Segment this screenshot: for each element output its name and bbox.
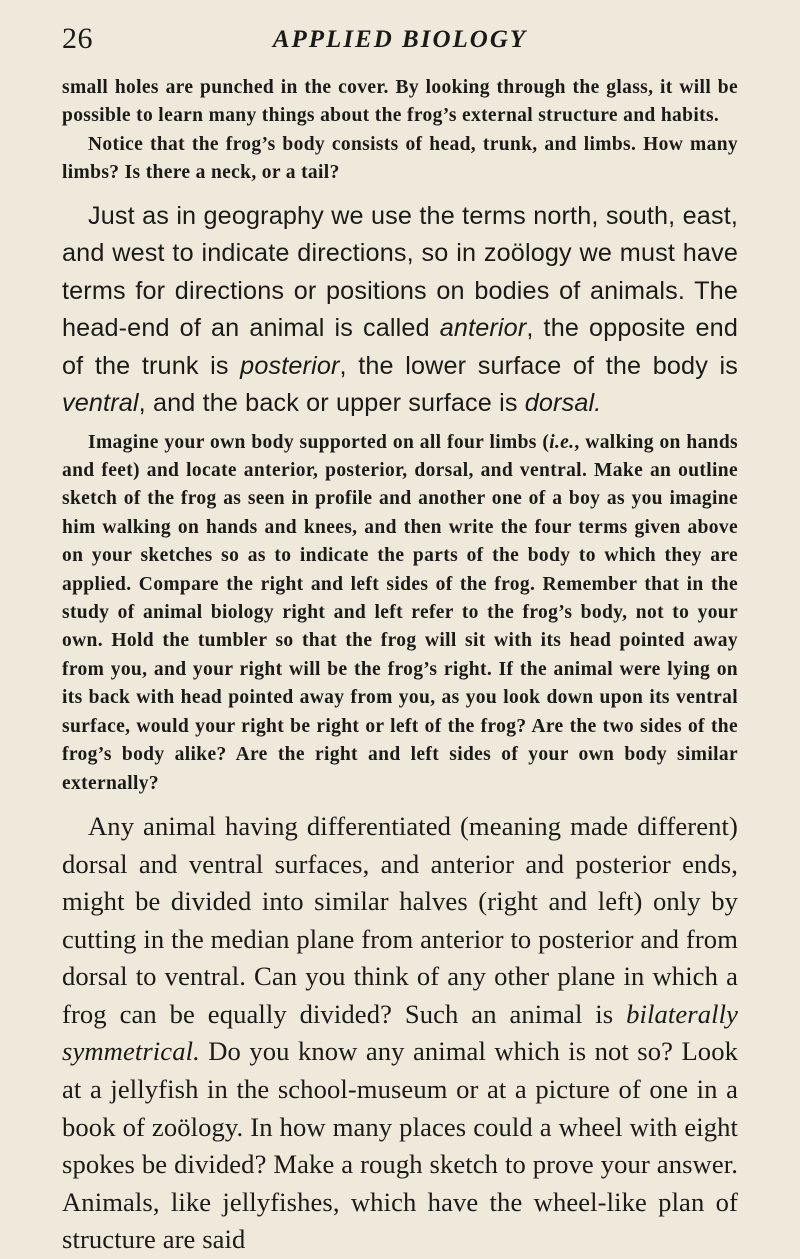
term-posterior: posterior (240, 351, 340, 380)
text-run: , and the back or upper surface is (138, 389, 525, 418)
paragraph-exercise (62, 429, 738, 798)
text-run: Any animal having differentiated (meaning made different) dorsal and ventral surfaces, and anterior and posterior ends, might be divided into similar halves (right and left) only by cutting in the median plane from anterior to posterior and from dorsal to ventral. Can you think of any other plane in which a frog can be equally divided? Such an animal is (62, 810, 738, 1029)
running-head: APPLIED BIOLOGY (272, 26, 528, 53)
term-anterior: anterior (439, 314, 527, 343)
term-ventral: ventral (62, 389, 139, 418)
page-number: 26 (62, 22, 93, 55)
paragraph-directional-terms (62, 198, 738, 423)
text-run: Just as in geography we use the terms north, south, east, and west to indicate directions, so in zoölogy we must have terms for directions or positions on bodies of animals. The head-end of an animal is called (62, 201, 738, 343)
page-header (62, 22, 738, 74)
term-dorsal: dorsal. (524, 389, 602, 418)
text-run: , the opposite end of the trunk is (62, 314, 738, 380)
abbrev-ie: i.e. (549, 431, 575, 453)
term-bilaterally-symmetrical: bilaterally symmetrical. (62, 998, 738, 1067)
text-run: , the lower surface of the body is (339, 351, 738, 380)
text-run: Imagine your own body supported on all four limbs ( (88, 431, 550, 453)
text-run: Do you know any animal which is not so? Look at a jellyfish in the school-museum or at a picture of one in a book of zoölogy. In how many places could a wheel with eight spokes be divided? Make a rough sketch to prove your answer. Animals, like jellyfishes, which have the wheel-like plan of structure are said (62, 1036, 738, 1255)
paragraph-body-parts: Notice that the frog’s body consists of head, trunk, and limbs. How many limbs? Is there a neck, or a tail? (62, 133, 738, 184)
paragraph-symmetry (62, 808, 738, 1259)
paragraph-intro: small holes are punched in the cover. By looking through the glass, it will be possible to learn many things about the frog’s external structure and habits. (62, 77, 738, 127)
text-run: , walking on hands and feet) and locate anterior, posterior, dorsal, and ventral. Make an outline sketch of the frog as seen in profile and another one of a boy as you imagine him walking on hands and knees, and then write the four terms given above on your sketches so as to indicate the parts of the body to which they are applied. Compare the right and left sides of the frog. Remember that in the study of animal biology right and left refer to the frog’s body, not to your own. Hold the tumbler so that the frog will sit with its head pointed away from you, and your right will be the frog’s right. If the animal were lying on its back with head pointed away from you, as you look down upon its ventral surface, would your right be right or left of the frog? Are the two sides of the frog’s body alike? Are the right and left sides of your own body similar externally? (62, 431, 738, 794)
